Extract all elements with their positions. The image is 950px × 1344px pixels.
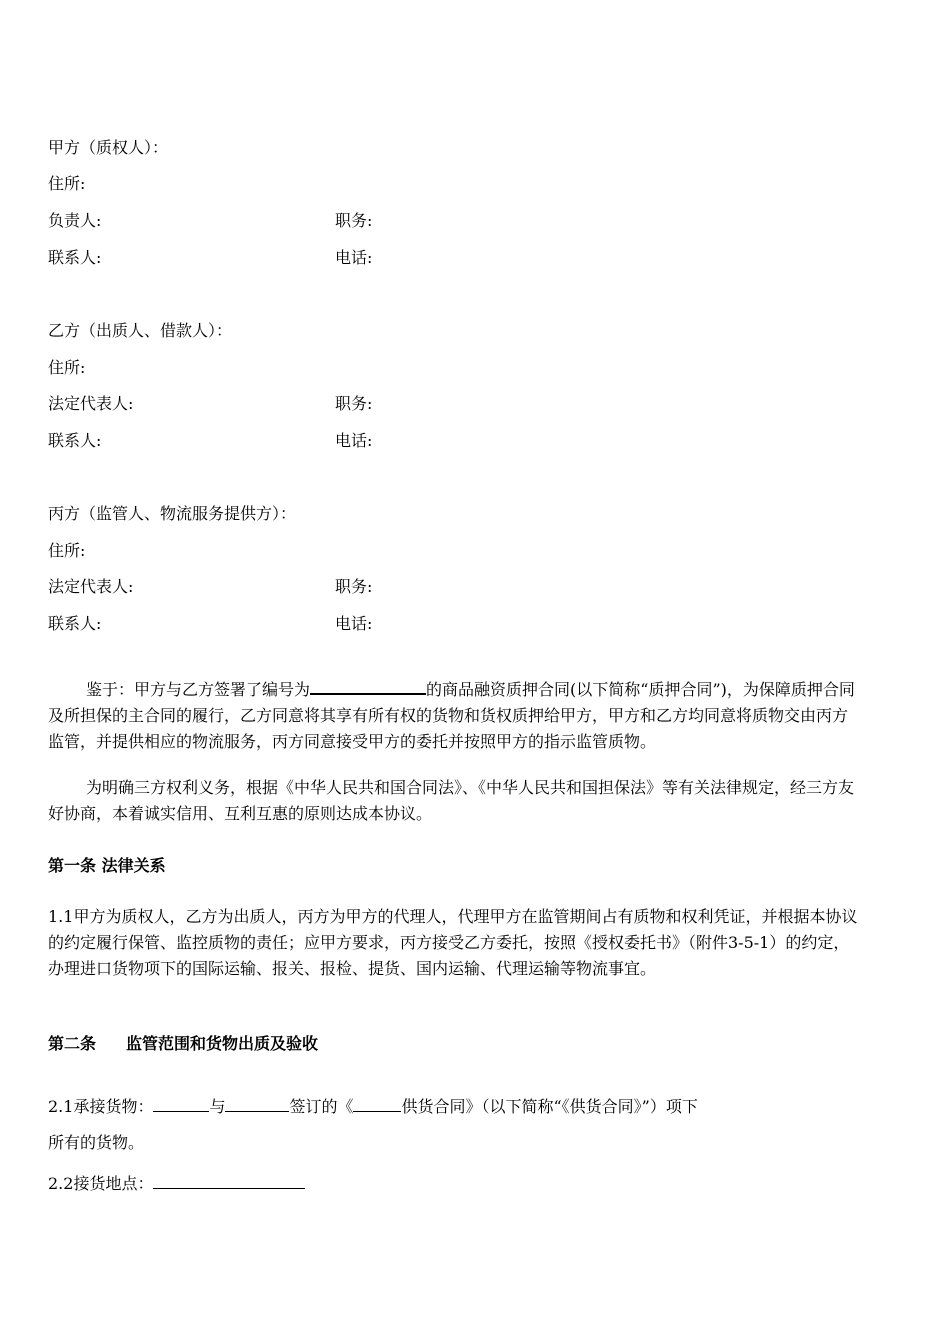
clause-2-1-label: 2.1承接货物： xyxy=(48,1097,154,1116)
article-2-title: 监管范围和货物出质及验收 xyxy=(126,1034,319,1053)
party-b-legal-rep-label: 法定代表人: xyxy=(48,394,134,413)
clause-2-1-and: 与 xyxy=(209,1097,226,1116)
party-c-title: 丙方（监管人、物流服务提供方）： xyxy=(48,504,297,523)
party-b-title: 乙方（出质人、借款人）： xyxy=(48,321,233,340)
clause-2-1-line xyxy=(48,1095,698,1117)
party-c-position-label: 职务: xyxy=(335,577,373,596)
party-a-title: 甲方（质权人）： xyxy=(48,138,169,157)
party-a-person-in-charge-label: 负责人: xyxy=(48,211,102,230)
party-a-contact-label: 联系人: xyxy=(48,248,102,267)
clause-2-1-signed: 签订的《 xyxy=(289,1097,354,1116)
party-b-address-label: 住所: xyxy=(48,358,86,377)
clause-2-1-continuation: 所有的货物。 xyxy=(48,1133,145,1152)
party-c-address-label: 住所: xyxy=(48,541,86,560)
buyer-blank[interactable] xyxy=(225,1095,289,1112)
party-c-phone-label: 电话: xyxy=(335,614,373,633)
preamble-p1-end: 的商品融资质押合同(以下简称“质押合同”)，为保障质押合同及所担保的主合同的履行，乙方同意将其享有所有权的货物和货权质押给甲方，甲方和乙方均同意将质物交由丙方监管，并提供相应的物流服务，丙方同意接受甲方的委托并按照甲方的指示监管质物。 xyxy=(48,680,855,751)
party-b-contact-label: 联系人: xyxy=(48,431,102,450)
article-2-number: 第二条 xyxy=(48,1034,97,1053)
preamble-paragraph-2: 为明确三方权利义务，根据《中华人民共和国合同法》、《中华人民共和国担保法》等有关法律规定，经三方友好协商，本着诚实信用、互利互惠的原则达成本协议。 xyxy=(48,778,855,823)
clause-2-1-contract-ref: 供货合同》（以下简称“《供货合同》”）项下 xyxy=(401,1097,698,1116)
delivery-location-blank[interactable] xyxy=(153,1172,305,1189)
party-c-contact-label: 联系人: xyxy=(48,614,102,633)
goods-name-blank[interactable] xyxy=(353,1095,401,1112)
preamble-paragraph-1 xyxy=(48,677,863,755)
preamble-p1-start: 鉴于：甲方与乙方签署了编号为 xyxy=(86,680,311,699)
party-a-address-label: 住所: xyxy=(48,174,86,193)
party-a-phone-label: 电话: xyxy=(335,248,373,267)
clause-2-2-line xyxy=(48,1172,305,1194)
party-b-phone-label: 电话: xyxy=(335,431,373,450)
clause-1-1: 1.1甲方为质权人，乙方为出质人，丙方为甲方的代理人，代理甲方在监管期间占有质物和权利凭证，并根据本协议的约定履行保管、监控质物的责任；应甲方要求，丙方接受乙方委托，按照《授权委托书》（附件3-5-1）的约定，办理进口货物项下的国际运输、报关、报检、提货、国内运输、代理运输等物流事宜。 xyxy=(48,907,858,978)
contract-number-blank[interactable] xyxy=(310,677,426,695)
party-c-legal-rep-label: 法定代表人: xyxy=(48,577,134,596)
supplier-blank[interactable] xyxy=(153,1095,209,1112)
article-2-heading xyxy=(48,1034,318,1054)
party-a-position-label: 职务: xyxy=(335,211,373,230)
party-b-position-label: 职务: xyxy=(335,394,373,413)
article-1-heading: 第一条 法律关系 xyxy=(48,856,166,875)
clause-2-2-label: 2.2接货地点： xyxy=(48,1174,154,1193)
